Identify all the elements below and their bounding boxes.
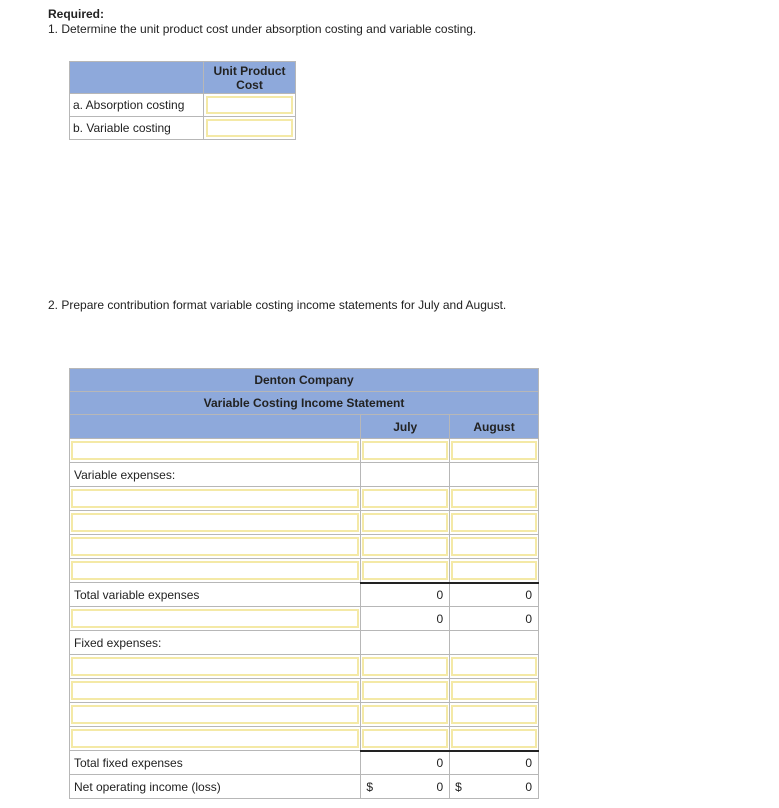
net-operating-july: 0: [436, 779, 444, 794]
absorption-costing-input-cell: [204, 94, 296, 117]
row-label-input-cell: [70, 511, 361, 535]
empty-cell: [450, 463, 539, 487]
july-input-cell: [361, 535, 450, 559]
table-row: [70, 511, 539, 535]
variable-costing-input-cell: [204, 117, 296, 140]
total-variable-august: 0: [450, 583, 539, 607]
july-input-cell: [361, 727, 450, 751]
august-input[interactable]: [451, 705, 537, 724]
currency-symbol: $: [455, 779, 462, 794]
table-row: [70, 559, 539, 583]
question-2: 2. Prepare contribution format variable costing income statements for July and August.: [48, 298, 507, 312]
august-input[interactable]: [451, 441, 537, 460]
august-input-cell: [450, 559, 539, 583]
august-input[interactable]: [451, 729, 537, 748]
total-fixed-august: 0: [450, 751, 539, 775]
august-input-cell: [450, 439, 539, 463]
table-row: [70, 727, 539, 751]
net-operating-july-cell: [361, 775, 450, 799]
table-row: [70, 535, 539, 559]
august-input-cell: [450, 487, 539, 511]
net-operating-august: 0: [525, 779, 532, 794]
august-input-cell: [450, 703, 539, 727]
empty-cell: [361, 631, 450, 655]
july-input-cell: [361, 703, 450, 727]
august-input[interactable]: [451, 657, 537, 676]
july-input[interactable]: [362, 657, 448, 676]
table-row: [70, 631, 539, 655]
july-input-cell: [361, 679, 450, 703]
total-variable-expenses-label: Total variable expenses: [70, 583, 361, 607]
currency-symbol: $: [366, 779, 373, 794]
august-header: August: [450, 415, 539, 439]
row-label-input-cell: [70, 439, 361, 463]
empty-cell: [361, 463, 450, 487]
row-label-input-cell: [70, 703, 361, 727]
july-input-cell: [361, 511, 450, 535]
variable-costing-input[interactable]: [206, 119, 293, 137]
august-input[interactable]: [451, 561, 537, 580]
august-input-cell: [450, 679, 539, 703]
row-label-input-cell: [70, 487, 361, 511]
row-label-input-cell: [70, 655, 361, 679]
statement-title: Variable Costing Income Statement: [70, 392, 539, 415]
required-heading: Required:: [48, 7, 105, 21]
table-row: [70, 679, 539, 703]
table-row: [70, 463, 539, 487]
august-input[interactable]: [451, 537, 537, 556]
july-input[interactable]: [362, 729, 448, 748]
row-label-input[interactable]: [71, 441, 359, 460]
row-label-input[interactable]: [71, 681, 359, 700]
table-row: [70, 607, 539, 631]
july-header: July: [361, 415, 450, 439]
august-input[interactable]: [451, 513, 537, 532]
july-input[interactable]: [362, 489, 448, 508]
table-row: [70, 487, 539, 511]
august-input-cell: [450, 655, 539, 679]
contribution-august: 0: [450, 607, 539, 631]
august-input-cell: [450, 511, 539, 535]
table-row: [70, 775, 539, 799]
august-input-cell: [450, 535, 539, 559]
header-blank-cell: [70, 415, 361, 439]
empty-cell: [450, 631, 539, 655]
table-row: [70, 751, 539, 775]
july-input-cell: [361, 655, 450, 679]
net-operating-august-cell: [450, 775, 539, 799]
net-operating-income-label: Net operating income (loss): [70, 775, 361, 799]
fixed-expenses-label: Fixed expenses:: [70, 631, 361, 655]
row-label-input-cell: [70, 535, 361, 559]
header-blank-cell: [70, 62, 204, 94]
question-1: 1. Determine the unit product cost under absorption costing and variable costing.: [48, 22, 477, 36]
row-label-input-cell: [70, 679, 361, 703]
july-input[interactable]: [362, 705, 448, 724]
row-label-input-cell: [70, 607, 361, 631]
july-input-cell: [361, 487, 450, 511]
july-input[interactable]: [362, 561, 448, 580]
company-name: Denton Company: [70, 369, 539, 392]
total-fixed-expenses-label: Total fixed expenses: [70, 751, 361, 775]
july-input-cell: [361, 439, 450, 463]
table-row: [70, 655, 539, 679]
august-input[interactable]: [451, 681, 537, 700]
row-label-input[interactable]: [71, 513, 359, 532]
absorption-costing-label: a. Absorption costing: [70, 94, 204, 117]
variable-costing-label: b. Variable costing: [70, 117, 204, 140]
total-fixed-july: 0: [361, 751, 450, 775]
contribution-july: 0: [361, 607, 450, 631]
income-statement-table: [69, 368, 539, 799]
unit-product-cost-header: Unit Product Cost: [204, 62, 296, 94]
july-input[interactable]: [362, 537, 448, 556]
unit-product-cost-table: [69, 61, 296, 140]
july-input[interactable]: [362, 441, 448, 460]
august-input-cell: [450, 727, 539, 751]
row-label-input[interactable]: [71, 489, 359, 508]
row-label-input[interactable]: [71, 609, 359, 628]
total-variable-july: 0: [361, 583, 450, 607]
row-label-input[interactable]: [71, 705, 359, 724]
row-label-input-cell: [70, 727, 361, 751]
row-label-input[interactable]: [71, 729, 359, 748]
row-label-input[interactable]: [71, 657, 359, 676]
july-input-cell: [361, 559, 450, 583]
table-row: [70, 439, 539, 463]
table-row: [70, 583, 539, 607]
row-label-input[interactable]: [71, 537, 359, 556]
absorption-costing-input[interactable]: [206, 96, 293, 114]
row-label-input-cell: [70, 559, 361, 583]
july-input[interactable]: [362, 513, 448, 532]
variable-expenses-label: Variable expenses:: [70, 463, 361, 487]
table-row: [70, 703, 539, 727]
august-input[interactable]: [451, 489, 537, 508]
row-label-input[interactable]: [71, 561, 359, 580]
july-input[interactable]: [362, 681, 448, 700]
